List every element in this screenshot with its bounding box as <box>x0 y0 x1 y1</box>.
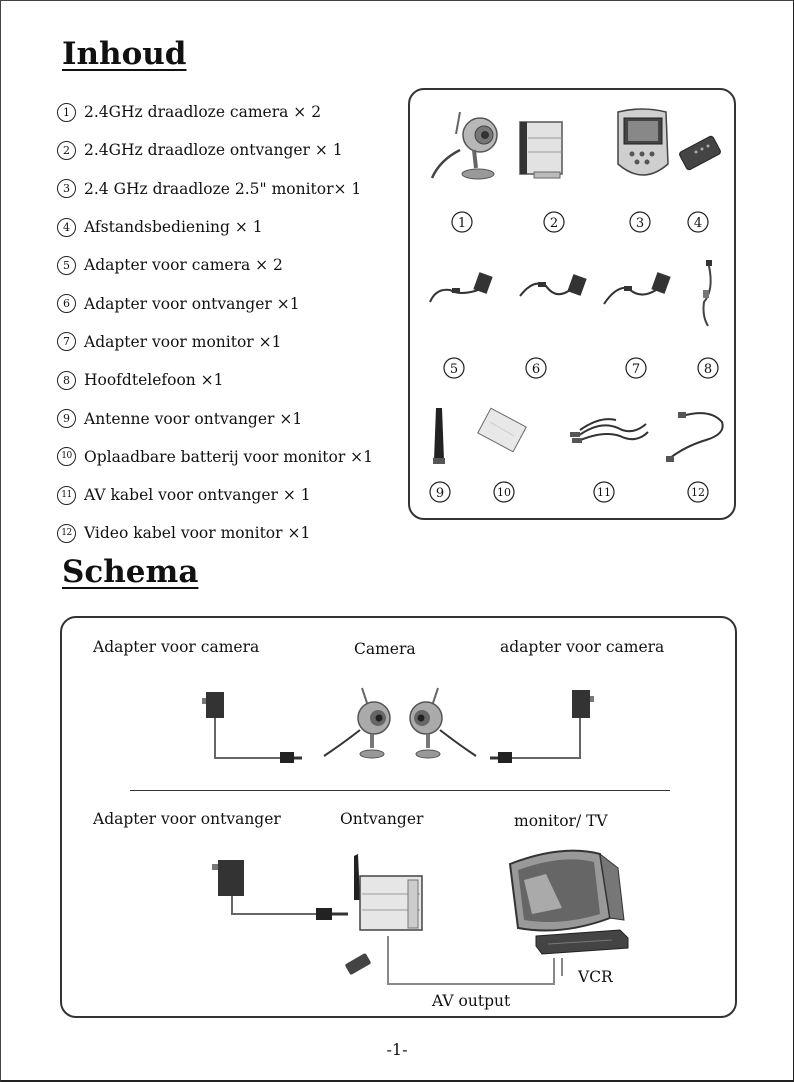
item-number: 4 <box>57 218 76 237</box>
svg-text:7: 7 <box>631 362 641 377</box>
item-number-7 <box>626 358 646 378</box>
receiver-adapter-icon <box>212 860 348 920</box>
remote-control-icon <box>345 953 372 975</box>
item-number: 8 <box>57 371 76 390</box>
label-camera: Camera <box>354 640 416 658</box>
item-text: AV kabel voor ontvanger × 1 <box>84 486 311 505</box>
receiver-adapter-icon <box>520 274 587 296</box>
item-number-3 <box>630 212 650 232</box>
contents-list <box>57 93 373 553</box>
page-number: -1- <box>386 1040 408 1059</box>
item-number-10 <box>494 482 514 502</box>
antenna-icon <box>433 408 445 464</box>
package-contents-box <box>408 88 736 520</box>
schema-heading: Schema <box>62 554 199 590</box>
package-contents-illustration <box>410 90 738 522</box>
label-receiver: Ontvanger <box>340 810 424 828</box>
contents-heading: Inhoud <box>62 36 187 72</box>
connection-schema-box <box>60 616 737 1018</box>
item-number: 10 <box>57 447 76 466</box>
list-item <box>57 323 373 361</box>
svg-text:1: 1 <box>457 216 467 231</box>
item-number: 3 <box>57 179 76 198</box>
list-item <box>57 284 373 322</box>
svg-text:12: 12 <box>691 486 705 499</box>
right-camera-icon <box>410 688 476 758</box>
svg-text:10: 10 <box>497 486 511 499</box>
label-adapter-receiver: Adapter voor ontvanger <box>93 810 281 828</box>
svg-text:5: 5 <box>449 362 459 377</box>
item-text: 2.4GHz draadloze camera × 2 <box>84 103 322 122</box>
monitor-adapter-icon <box>604 272 671 304</box>
label-adapter-camera-left: Adapter voor camera <box>93 638 260 656</box>
list-item <box>57 399 373 437</box>
receiver-icon <box>520 122 562 178</box>
left-camera-icon <box>324 688 390 758</box>
receiver-icon <box>354 854 422 930</box>
item-text: Adapter voor ontvanger ×1 <box>84 294 300 313</box>
label-adapter-camera-right: adapter voor camera <box>500 638 665 656</box>
svg-text:4: 4 <box>693 216 703 231</box>
label-vcr: VCR <box>578 968 613 986</box>
list-item <box>57 476 373 514</box>
item-number-6 <box>526 358 546 378</box>
svg-text:2: 2 <box>549 216 559 231</box>
list-item <box>57 438 373 476</box>
list-item <box>57 514 373 552</box>
item-text: Hoofdtelefoon ×1 <box>84 371 224 390</box>
item-number: 9 <box>57 409 76 428</box>
item-number-1 <box>452 212 472 232</box>
video-cable-icon <box>666 412 723 462</box>
list-item <box>57 208 373 246</box>
list-item <box>57 131 373 169</box>
item-text: Adapter voor monitor ×1 <box>84 332 282 351</box>
item-text: Video kabel voor monitor ×1 <box>84 524 311 543</box>
svg-text:8: 8 <box>703 362 713 377</box>
item-number: 2 <box>57 141 76 160</box>
camera-icon <box>432 112 497 179</box>
list-item <box>57 246 373 284</box>
svg-text:9: 9 <box>435 486 445 501</box>
right-camera-adapter-icon <box>490 690 594 763</box>
av-cable-icon <box>570 419 648 443</box>
remote-control-icon <box>679 135 722 170</box>
item-number: 5 <box>57 256 76 275</box>
svg-text:3: 3 <box>635 216 645 231</box>
svg-text:6: 6 <box>531 362 541 377</box>
item-number-4 <box>688 212 708 232</box>
item-text: 2.4 GHz draadloze 2.5" monitor× 1 <box>84 179 362 198</box>
vcr-icon <box>536 930 628 954</box>
item-number: 7 <box>57 332 76 351</box>
handheld-monitor-icon <box>618 109 668 175</box>
item-text: 2.4GHz draadloze ontvanger × 1 <box>84 141 343 160</box>
battery-icon <box>478 408 526 452</box>
list-item <box>57 361 373 399</box>
label-monitor-tv: monitor/ TV <box>514 812 608 830</box>
item-number: 6 <box>57 294 76 313</box>
item-number-2 <box>544 212 564 232</box>
left-camera-adapter-icon <box>202 692 302 763</box>
camera-adapter-icon <box>430 272 493 302</box>
svg-text:11: 11 <box>597 486 611 499</box>
item-number-11 <box>594 482 614 502</box>
item-number-12 <box>688 482 708 502</box>
label-av-output: AV output <box>432 992 511 1010</box>
item-number: 12 <box>57 524 76 543</box>
item-text: Afstandsbediening × 1 <box>84 218 263 237</box>
item-text: Adapter voor camera × 2 <box>84 256 283 275</box>
item-text: Oplaadbare batterij voor monitor ×1 <box>84 447 374 466</box>
item-number-9 <box>430 482 450 502</box>
diagram-divider <box>130 790 670 791</box>
item-number-8 <box>698 358 718 378</box>
list-item <box>57 170 373 208</box>
item-number-5 <box>444 358 464 378</box>
item-text: Antenne voor ontvanger ×1 <box>84 409 303 428</box>
list-item <box>57 93 373 131</box>
item-number: 11 <box>57 486 76 505</box>
tv-monitor-icon <box>510 851 624 931</box>
earphone-icon <box>703 260 712 326</box>
item-number: 1 <box>57 103 76 122</box>
